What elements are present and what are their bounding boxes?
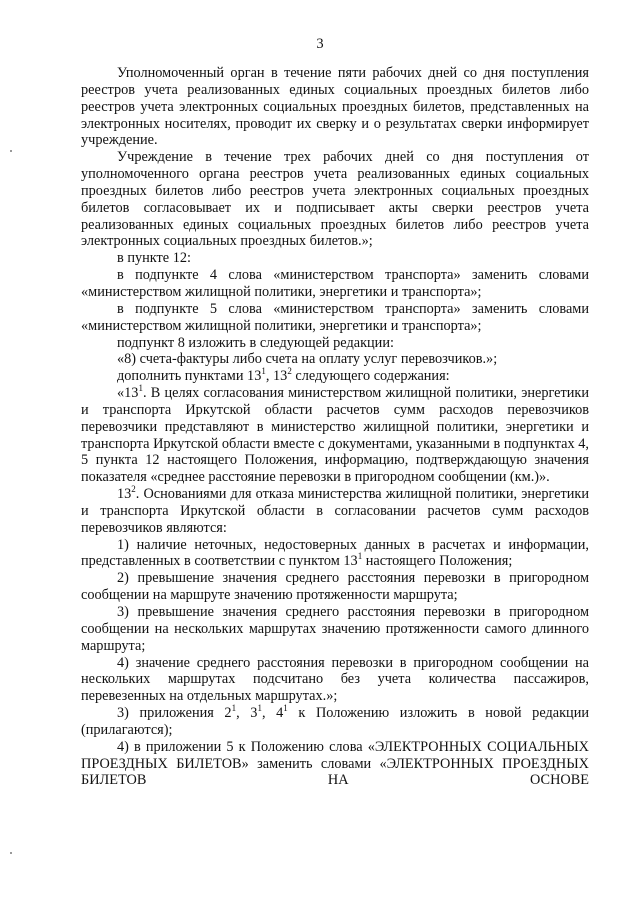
paragraph-item-12: в пункте 12:	[117, 250, 191, 267]
paragraph-item-13-2: $13^2$. Основаниями для отказа министерства жилищной политики, энергетики и транспорта Иркутской области в согласовании расчетов сумм расходов перевозчиков являются:	[81, 484, 589, 536]
paragraph-subitem-4: в подпункте 4 слова «министерством транспорта» заменить словами «министерством жилищной политики, энергетики и транспорта»;	[81, 267, 589, 300]
paragraph-subitem-8-intro: подпункт 8 изложить в следующей редакции:	[117, 334, 394, 351]
page-number: 3	[316, 36, 324, 52]
paragraph-subitem-5: в подпункте 5 слова «министерством транспорта» заменить словами «министерством жилищной политики, энергетики и транспорта»;	[81, 300, 589, 334]
paragraph-ground-3: 3) превышение значения среднего расстояния перевозки в пригородном сообщении на нескольких маршрутах значению протяженности самого длинного маршрута;	[81, 604, 589, 654]
paragraph-item-4-appendix-5: 4) в приложении 5 к Положению слова «ЭЛЕКТРОННЫХ СОЦИАЛЬНЫХ ПРОЕЗДНЫХ БИЛЕТОВ» заменить словами «ЭЛЕКТРОННЫХ ПРОЕЗДНЫХ БИЛЕТОВ НА ОСНОВЕ	[81, 738, 589, 789]
paragraph-ground-1: 1) наличие неточных, недостоверных данных в расчетах и информации, представленных в соответствии с пунктом $13^1$ настоящего Положения;	[81, 536, 589, 570]
document-body	[81, 65, 589, 789]
paragraph-ground-2: 2) превышение значения среднего расстояния перевозки в пригородном сообщении на маршруте значению протяженности маршрута;	[81, 570, 589, 604]
paragraph-item-13-1: «$13^1$. В целях согласования министерством жилищной политики, энергетики и транспорта Иркутской области расчетов сумм расходов перевозчиков перевозчики представляют в министерство жилищной политики, энергетики и транспорта Иркутской области вместе с документами, указанными в подпунктах 4, 5 пункта 12 настоящего Положения, информацию, подтверждающую значения показателя «среднее расстояние перевозки в пригородном сообщении (км.)».	[81, 383, 589, 486]
scan-artifact-mark	[10, 852, 12, 854]
paragraph-add-items: дополнить пунктами $13^1$, $13^2$ следующего содержания:	[117, 366, 450, 385]
paragraph-reconciliation-authority: Уполномоченный орган в течение пяти рабочих дней со дня поступления реестров учета реализованных единых социальных проездных билетов либо реестров учета электронных социальных проездных билетов, представленных на электронных носителях, проводит их сверку и о результатах сверки информирует учреждение.	[81, 65, 589, 149]
paragraph-ground-4: 4) значение среднего расстояния перевозки в пригородном сообщении на нескольких маршрутах подсчитано без учета количества пассажиров, перевезенных на отдельных маршрутах.»;	[81, 654, 589, 705]
paragraph-institution-approval: Учреждение в течение трех рабочих дней со дня поступления от уполномоченного органа реестров учета реализованных единых социальных проездных билетов либо реестров учета электронных социальных проездных билетов согласовывает их и подписывает акты сверки реестров учета реализованных единых социальных проездных билетов либо реестров учета электронных социальных проездных билетов.»;	[81, 149, 589, 250]
paragraph-item-3-appendices: 3) приложения $2^1$, $3^1$, $4^1$ к Положению изложить в новой редакции (прилагаются);	[81, 703, 590, 738]
scan-artifact-mark	[10, 150, 12, 152]
paragraph-subitem-8-text: «8) счета-фактуры либо счета на оплату услуг перевозчиков.»;	[117, 351, 498, 368]
